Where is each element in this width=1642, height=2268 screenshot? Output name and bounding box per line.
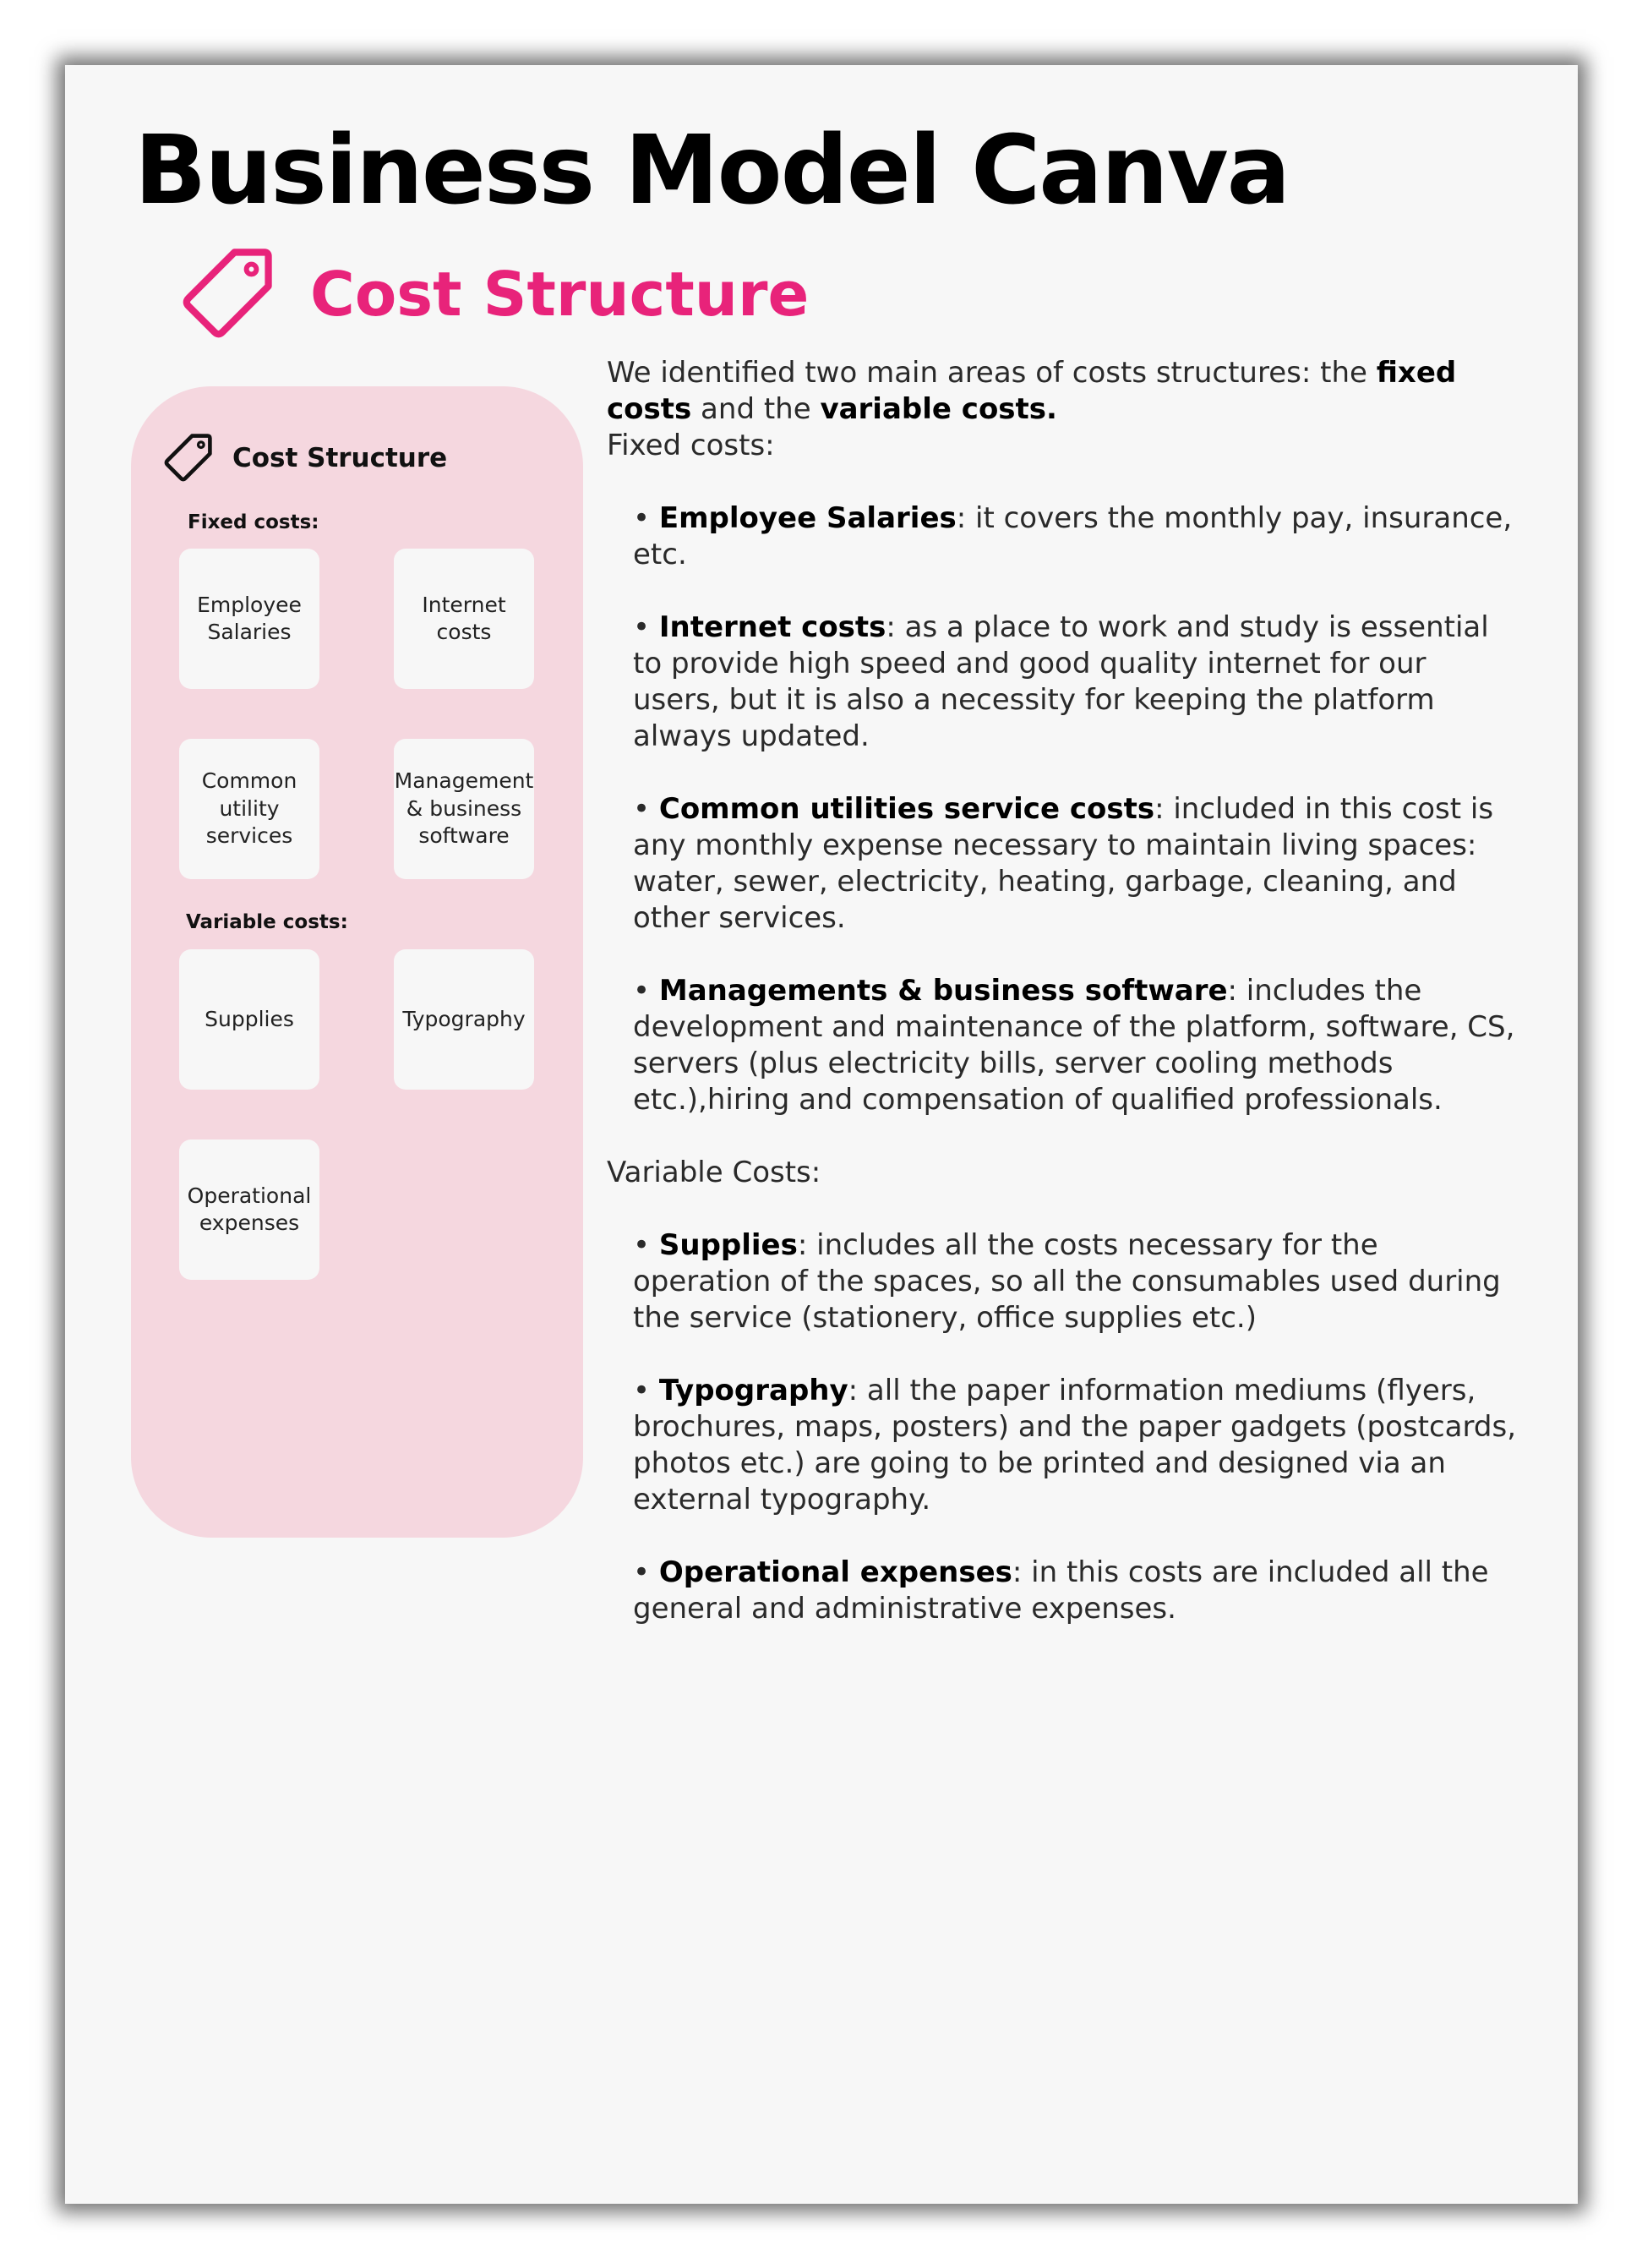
price-tag-icon	[160, 430, 215, 486]
intro-fixed-costs: fixed costs	[607, 356, 1457, 426]
bullet-typography: • Typography: all the paper information mediums (flyers, brochures, maps, posters) and the paper gadgets (postcards, photos etc.) are going to be printed and designed via an external typography.	[633, 1374, 1517, 1517]
intro-text: and the	[691, 392, 821, 426]
cost-structure-canvas-card	[131, 386, 583, 1538]
intro-paragraph	[607, 355, 1519, 428]
bullet-employee-salaries: • Employee Salaries: it covers the monthly pay, insurance, etc.	[633, 501, 1513, 571]
bullet-body: : it covers the monthly pay, insurance, etc.	[633, 501, 1513, 571]
price-tag-icon	[177, 244, 276, 344]
bullet-title: Operational expenses	[658, 1555, 1012, 1589]
intro-text: We identified two main areas of costs structures: the	[607, 356, 1377, 390]
bullet-title: Supplies	[658, 1228, 798, 1262]
bullet-operational-expenses: • Operational expenses: in this costs are included all the general and administrative expenses.	[633, 1555, 1489, 1626]
fixed-costs-heading: Fixed costs:	[607, 429, 775, 462]
note-common-utility-services: Common utility services	[179, 739, 319, 879]
bullet-supplies: • Supplies: includes all the costs necessary for the operation of the spaces, so all the consumables used during the service (stationery, office supplies etc.)	[633, 1228, 1501, 1335]
bullet-title: Managements & business software	[658, 974, 1228, 1008]
bullet-body: : includes the development and maintenance of the platform, software, CS, servers (plus electricity bills, server cooling methods etc.),hiring and compensation of qualified professionals.	[633, 974, 1515, 1117]
bullet-title: Common utilities service costs	[658, 792, 1155, 826]
variable-costs-label: Variable costs:	[186, 911, 348, 933]
page-title: Business Model Canva	[134, 116, 1290, 226]
canvas-card-header	[160, 430, 447, 486]
note-supplies: Supplies	[179, 949, 319, 1090]
intro-variable-costs: variable costs.	[820, 392, 1057, 426]
note-typography: Typography	[394, 949, 534, 1090]
bullet-title: Internet costs	[658, 610, 886, 644]
bullet-business-software: • Managements & business software: includes the development and maintenance of the platform, software, CS, servers (plus electricity bills, server cooling methods etc.),hiring and compensation of qualified professionals.	[633, 974, 1515, 1117]
document-page	[65, 65, 1578, 2204]
bullet-body: : in this costs are included all the general and administrative expenses.	[633, 1555, 1489, 1626]
note-management-business-software: Management & business software	[394, 739, 534, 879]
bullet-body: : includes all the costs necessary for the operation of the spaces, so all the consumables used during the service (stationery, office supplies etc.)	[633, 1228, 1501, 1335]
section-title: Cost Structure	[310, 259, 810, 330]
note-operational-expenses: Operational expenses	[179, 1139, 319, 1280]
cost-description	[607, 355, 1519, 1664]
bullet-body: : as a place to work and study is essential to provide high speed and good quality internet for our users, but it is also a necessity for keeping the platform always updated.	[633, 610, 1489, 753]
bullet-title: Employee Salaries	[658, 501, 957, 535]
bullet-body: : all the paper information mediums (flyers, brochures, maps, posters) and the paper gadgets (postcards, photos etc.) are going to be printed and designed via an external typography.	[633, 1374, 1517, 1517]
bullet-internet-costs: • Internet costs: as a place to work and study is essential to provide high speed and good quality internet for our users, but it is also a necessity for keeping the platform always updated.	[633, 610, 1489, 753]
fixed-costs-label: Fixed costs:	[188, 511, 319, 533]
section-header	[177, 244, 809, 344]
canvas-card-title: Cost Structure	[232, 443, 448, 473]
bullet-body: : included in this cost is any monthly expense necessary to maintain living spaces: water, sewer, electricity, heating, garbage, cleaning, and other services.	[633, 792, 1494, 935]
bullet-title: Typography	[658, 1374, 848, 1407]
note-employee-salaries: Employee Salaries	[179, 549, 319, 689]
bullet-common-utilities: • Common utilities service costs: included in this cost is any monthly expense necessary to maintain living spaces: water, sewer, electricity, heating, garbage, cleaning, and other services.	[633, 792, 1494, 935]
variable-costs-heading: Variable Costs:	[607, 1156, 821, 1189]
note-internet-costs: Internet costs	[394, 549, 534, 689]
